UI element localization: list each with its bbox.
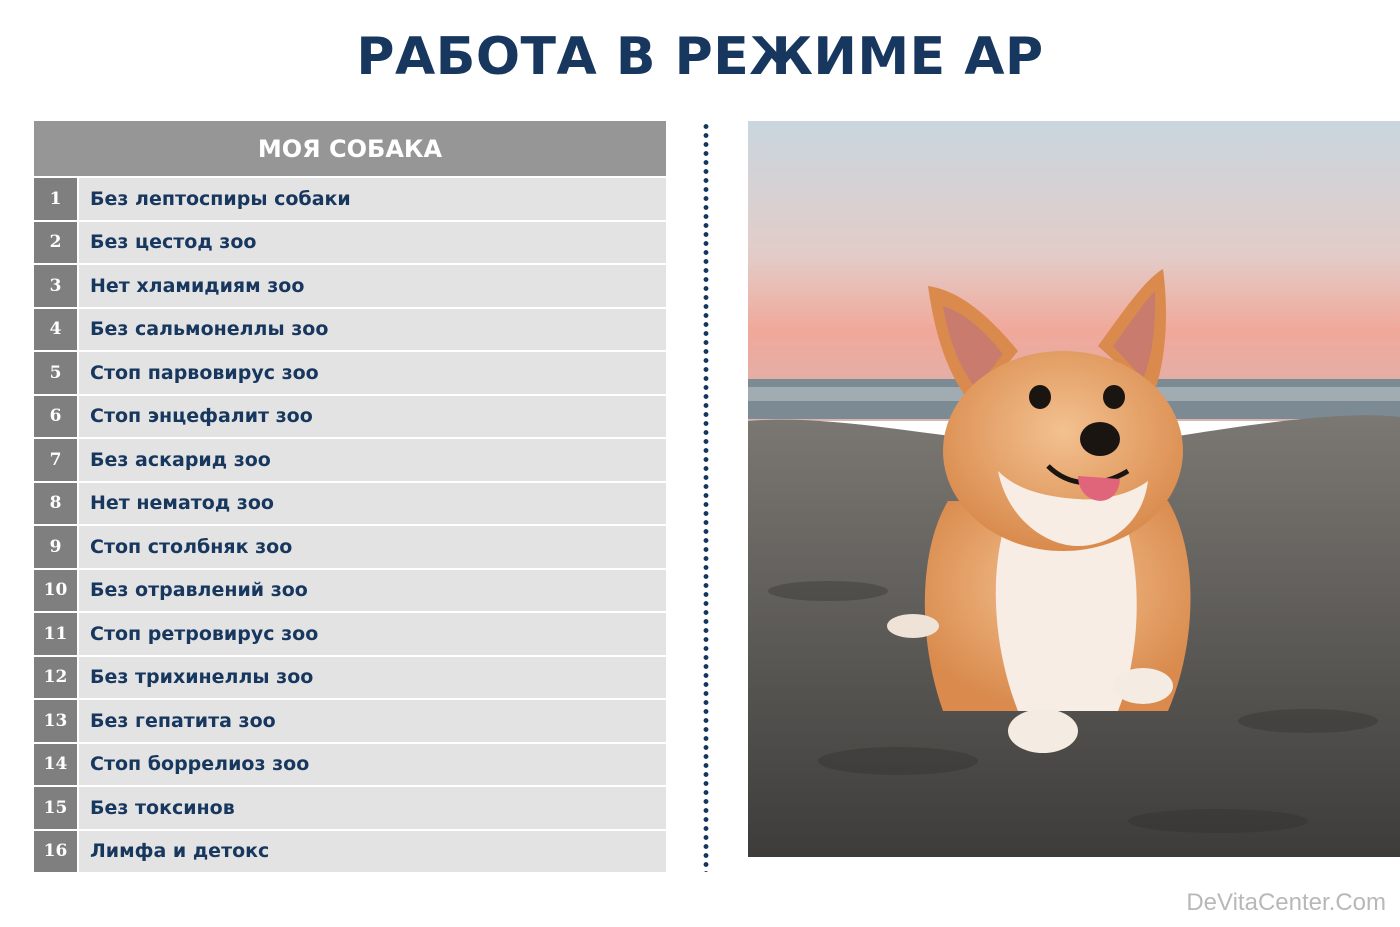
row-number: 13	[34, 700, 77, 742]
row-label: Без трихинеллы зоо	[79, 657, 666, 699]
row-number: 3	[34, 265, 77, 307]
table-row[interactable]	[34, 787, 666, 829]
row-number: 12	[34, 657, 77, 699]
table-row[interactable]	[34, 700, 666, 742]
row-label: Без сальмонеллы зоо	[79, 309, 666, 351]
table-row[interactable]	[34, 439, 666, 481]
table-row[interactable]	[34, 831, 666, 873]
row-label: Нет нематод зоо	[79, 483, 666, 525]
row-label: Нет хламидиям зоо	[79, 265, 666, 307]
row-number: 4	[34, 309, 77, 351]
row-number: 8	[34, 483, 77, 525]
corgi-photo	[748, 121, 1400, 857]
table-header: МОЯ СОБАКА	[34, 121, 666, 176]
table-row[interactable]	[34, 744, 666, 786]
row-label: Без токсинов	[79, 787, 666, 829]
row-label: Без отравлений зоо	[79, 570, 666, 612]
table-row[interactable]	[34, 396, 666, 438]
row-label: Стоп ретровирус зоо	[79, 613, 666, 655]
dotted-divider	[703, 122, 709, 872]
row-number: 14	[34, 744, 77, 786]
row-number: 16	[34, 831, 77, 873]
row-label: Без цестод зоо	[79, 222, 666, 264]
table-row[interactable]	[34, 352, 666, 394]
row-number: 15	[34, 787, 77, 829]
row-label: Стоп столбняк зоо	[79, 526, 666, 568]
row-number: 2	[34, 222, 77, 264]
row-number: 1	[34, 178, 77, 220]
row-number: 5	[34, 352, 77, 394]
row-label: Стоп парвовирус зоо	[79, 352, 666, 394]
row-number: 9	[34, 526, 77, 568]
table-row[interactable]	[34, 570, 666, 612]
row-label: Без аскарид зоо	[79, 439, 666, 481]
row-label: Без гепатита зоо	[79, 700, 666, 742]
page-title: РАБОТА В РЕЖИМЕ АР	[356, 27, 1044, 87]
row-label: Стоп энцефалит зоо	[79, 396, 666, 438]
row-number: 11	[34, 613, 77, 655]
table-row[interactable]	[34, 178, 666, 220]
row-label: Без лептоспиры собаки	[79, 178, 666, 220]
table-row[interactable]	[34, 526, 666, 568]
row-label: Лимфа и детокс	[79, 831, 666, 873]
row-number: 6	[34, 396, 77, 438]
table-row[interactable]	[34, 657, 666, 699]
row-number: 7	[34, 439, 77, 481]
table-row[interactable]	[34, 483, 666, 525]
dog-program-table	[34, 121, 666, 874]
table-row[interactable]	[34, 309, 666, 351]
table-row[interactable]	[34, 613, 666, 655]
row-label: Стоп боррелиоз зоо	[79, 744, 666, 786]
table-row[interactable]	[34, 222, 666, 264]
watermark: DeVitaCenter.Com	[1186, 889, 1386, 916]
row-number: 10	[34, 570, 77, 612]
table-row[interactable]	[34, 265, 666, 307]
